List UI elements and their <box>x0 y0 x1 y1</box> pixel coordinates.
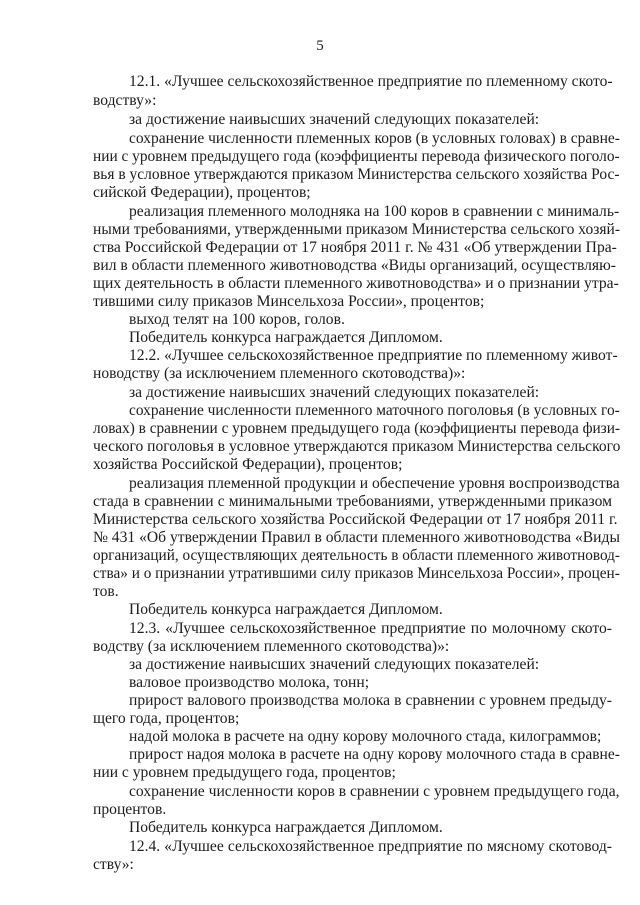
text-line: реализация племенного молодняка на 100 коров в сравнении с минималь- <box>129 203 620 220</box>
text-line: процентов. <box>93 801 167 818</box>
text-line: за достижение наивысших значений следующих показателей: <box>129 111 540 128</box>
text-line: Победитель конкурса награждается Дипломом. <box>129 601 443 618</box>
text-line: 12.2. «Лучшее сельскохозяйственное предприятие по племенному живот- <box>129 347 618 364</box>
text-line: за достижение наивысших значений следующих показателей: <box>129 656 540 673</box>
text-line: щего года, процентов; <box>93 710 240 727</box>
text-line: новодству (за исключением племенного скотоводства)»: <box>93 365 466 382</box>
text-line: вья в условное утверждаются приказом Министерства сельского хозяйства Рос- <box>93 166 620 183</box>
text-line: щих деятельность в области племенного животноводства» и о признании утра- <box>93 275 619 292</box>
text-line: организаций, осуществляющих деятельность в области племенного животновод- <box>93 547 620 564</box>
text-line: ловах) в сравнении с уровнем предыдущего года (коэффициенты перевода физи- <box>93 420 621 437</box>
text-line: 12.4. «Лучшее сельскохозяйственное предприятие по мясному скотовод- <box>129 838 612 855</box>
text-line: водству (за исключением племенного скотоводства)»: <box>93 638 450 655</box>
text-line: за достижение наивысших значений следующих показателей: <box>129 384 540 401</box>
text-line: тившими силу приказов Минсельхоза России», процентов; <box>93 293 485 310</box>
text-line: сохранение численности племенного маточного поголовья (в условных го- <box>129 402 620 419</box>
text-line: водству»: <box>93 92 157 109</box>
page-number: 5 <box>316 38 324 54</box>
text-line: Победитель конкурса награждается Дипломом. <box>129 819 443 836</box>
text-line: ства» и о признании утратившими силу приказов Минсельхоза России», процен- <box>93 565 620 582</box>
text-line: ными требованиями, утвержденными приказом Министерства сельского хозяй- <box>93 221 620 238</box>
text-line: ству»: <box>93 856 134 873</box>
text-line: сийской Федерации), процентов; <box>93 184 311 201</box>
text-line: сохранение численности племенных коров (в условных головах) в сравне- <box>129 130 620 147</box>
text-line: Министерства сельского хозяйства Российской Федерации от 17 ноября 2011 г. <box>93 511 618 528</box>
text-line: валовое производство молока, тонн; <box>129 674 370 691</box>
text-line: нии с уровнем предыдущего года (коэффициенты перевода физического поголо- <box>93 148 620 165</box>
text-line: выход телят на 100 коров, голов. <box>129 311 345 328</box>
text-line: вил в области племенного животноводства «Виды организаций, осуществляю- <box>93 257 616 274</box>
text-line: 12.1. «Лучшее сельскохозяйственное предприятие по племенному ското- <box>129 73 613 90</box>
text-line: 12.3. «Лучшее сельскохозяйственное предприятие по молочному ското- <box>129 620 612 637</box>
text-line: № 431 «Об утверждении Правил в области племенного животноводства «Виды <box>93 529 620 546</box>
text-line: хозяйства Российской Федерации), процентов; <box>93 456 403 473</box>
text-line: ства Российской Федерации от 17 ноября 2011 г. № 431 «Об утверждении Пра- <box>93 239 617 256</box>
text-line: нии с уровнем предыдущего года, процентов; <box>93 764 396 781</box>
text-line: ческого поголовья в условное утверждаются приказом Министерства сельского <box>93 438 621 455</box>
text-line: реализация племенной продукции и обеспечение уровня воспроизводства <box>129 475 620 492</box>
text-line: Победитель конкурса награждается Дипломом. <box>129 329 443 346</box>
text-line: прирост валового производства молока в сравнении с уровнем предыду- <box>129 692 612 709</box>
text-line: тов. <box>93 583 119 600</box>
text-line: стада в сравнении с минимальными требованиями, утвержденными приказом <box>93 493 612 510</box>
text-line: надой молока в расчете на одну корову молочного стада, килограммов; <box>129 728 602 745</box>
text-line: сохранение численности коров в сравнении с уровнем предыдущего года, <box>129 783 620 800</box>
text-line: прирост надоя молока в расчете на одну корову молочного стада в сравне- <box>129 746 620 763</box>
